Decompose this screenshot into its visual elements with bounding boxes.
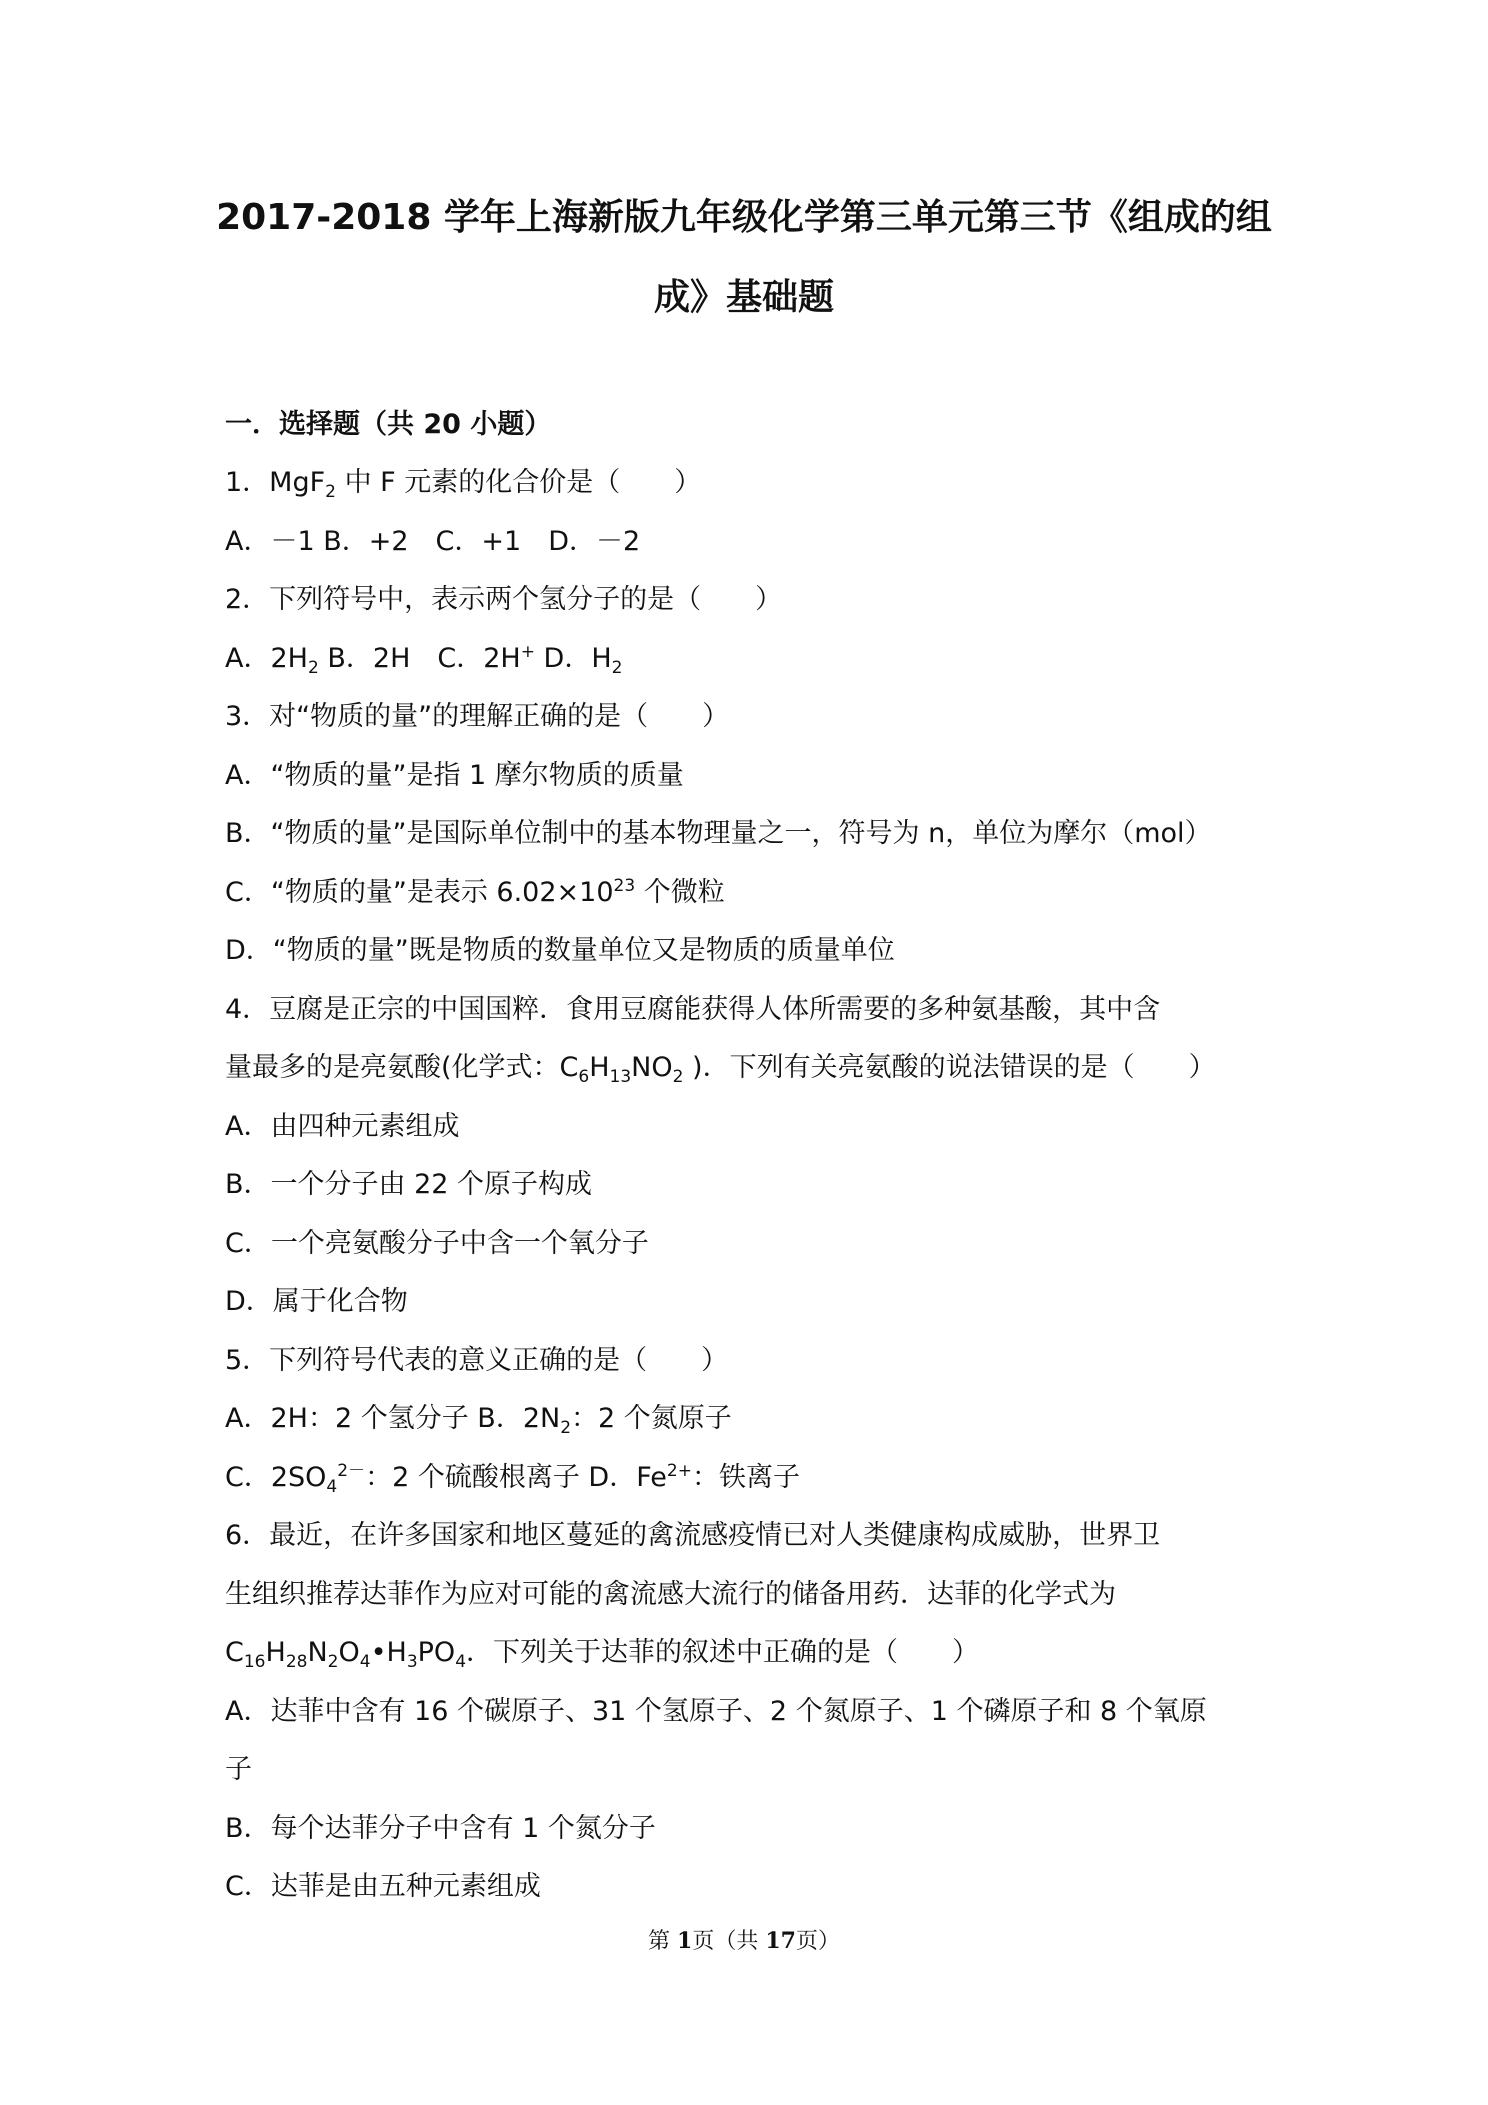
question-4-option-b: B．一个分子由 22 个原子构成: [225, 1169, 593, 1200]
question-5-options-ab: A．2H：2 个氢分子 B．$2N_2$：2 个氮原子: [225, 1403, 732, 1438]
question-6-option-a-line-2: 子: [225, 1754, 252, 1785]
page-footer: 第 1页（共 17页）: [648, 1928, 840, 1954]
page-number: 1: [677, 1928, 693, 1954]
question-4-option-c: C．一个亮氨酸分子中含一个氧分子: [225, 1228, 649, 1259]
section-heading: 一．选择题（共 20 小题）: [225, 409, 552, 440]
question-4-stem-line-1: 4．豆腐是正宗的中国国粹．食用豆腐能获得人体所需要的多种氨基酸，其中含: [225, 994, 1161, 1025]
question-6-stem-line-1: 6．最近，在许多国家和地区蔓延的禽流感疫情已对人类健康构成威胁，世界卫: [225, 1520, 1161, 1551]
page-total: 17: [765, 1928, 796, 1954]
question-3-option-d: D．“物质的量”既是物质的数量单位又是物质的质量单位: [225, 935, 895, 966]
question-3-option-b: B．“物质的量”是国际单位制中的基本物理量之一，符号为 n，单位为摩尔（mol）: [225, 818, 1212, 849]
question-4-option-a: A．由四种元素组成: [225, 1111, 460, 1142]
question-3-stem: 3．对“物质的量”的理解正确的是（ ）: [225, 701, 730, 732]
question-5-options-cd: C．$2SO_4^{2-}$：2 个硫酸根离子 D．$Fe^{2+}$：铁离子: [225, 1461, 800, 1497]
question-6-option-c: C．达菲是由五种元素组成: [225, 1871, 541, 1902]
question-1-options: A．－1 B．+2 C．+1 D．－2: [225, 526, 641, 557]
question-2-options: A．$2H_2$ B．2H C．2H+ D．$H_2$: [225, 642, 623, 678]
question-6-option-a-line-1: A．达菲中含有 16 个碳原子、31 个氢原子、2 个氮原子、1 个磷原子和 8 个氧原: [225, 1696, 1207, 1727]
question-6-stem-line-3: $C_{16}H_{28}N_2O_4•H_3PO_4$．下列关于达菲的叙述中正确的是（ ）: [225, 1637, 980, 1672]
question-4-option-d: D．属于化合物: [225, 1286, 408, 1317]
question-6-option-b: B．每个达菲分子中含有 1 个氮分子: [225, 1813, 656, 1844]
question-3-option-c: C．“物质的量”是表示 $6.02\times 10^{23}$ 个微粒: [225, 876, 725, 908]
question-3-option-a: A．“物质的量”是指 1 摩尔物质的质量: [225, 760, 684, 791]
document-title-line-2: 成》基础题: [653, 277, 834, 318]
question-1-stem: 1．MgF$_2$ 中 F 元素的化合价是（ ）: [225, 467, 702, 502]
document-title-line-1: 2017-2018 学年上海新版九年级化学第三单元第三节《组成的组: [216, 197, 1272, 238]
question-2-stem: 2．下列符号中，表示两个氢分子的是（ ）: [225, 584, 783, 615]
question-4-stem-line-2: 量最多的是亮氨酸(化学式：$C_6H_{13}NO_2$ )．下列有关亮氨酸的说法错误的是（ ）: [225, 1052, 1216, 1087]
question-5-stem: 5．下列符号代表的意义正确的是（ ）: [225, 1345, 729, 1376]
question-6-stem-line-2: 生组织推荐达菲作为应对可能的禽流感大流行的储备用药．达菲的化学式为: [225, 1579, 1116, 1610]
